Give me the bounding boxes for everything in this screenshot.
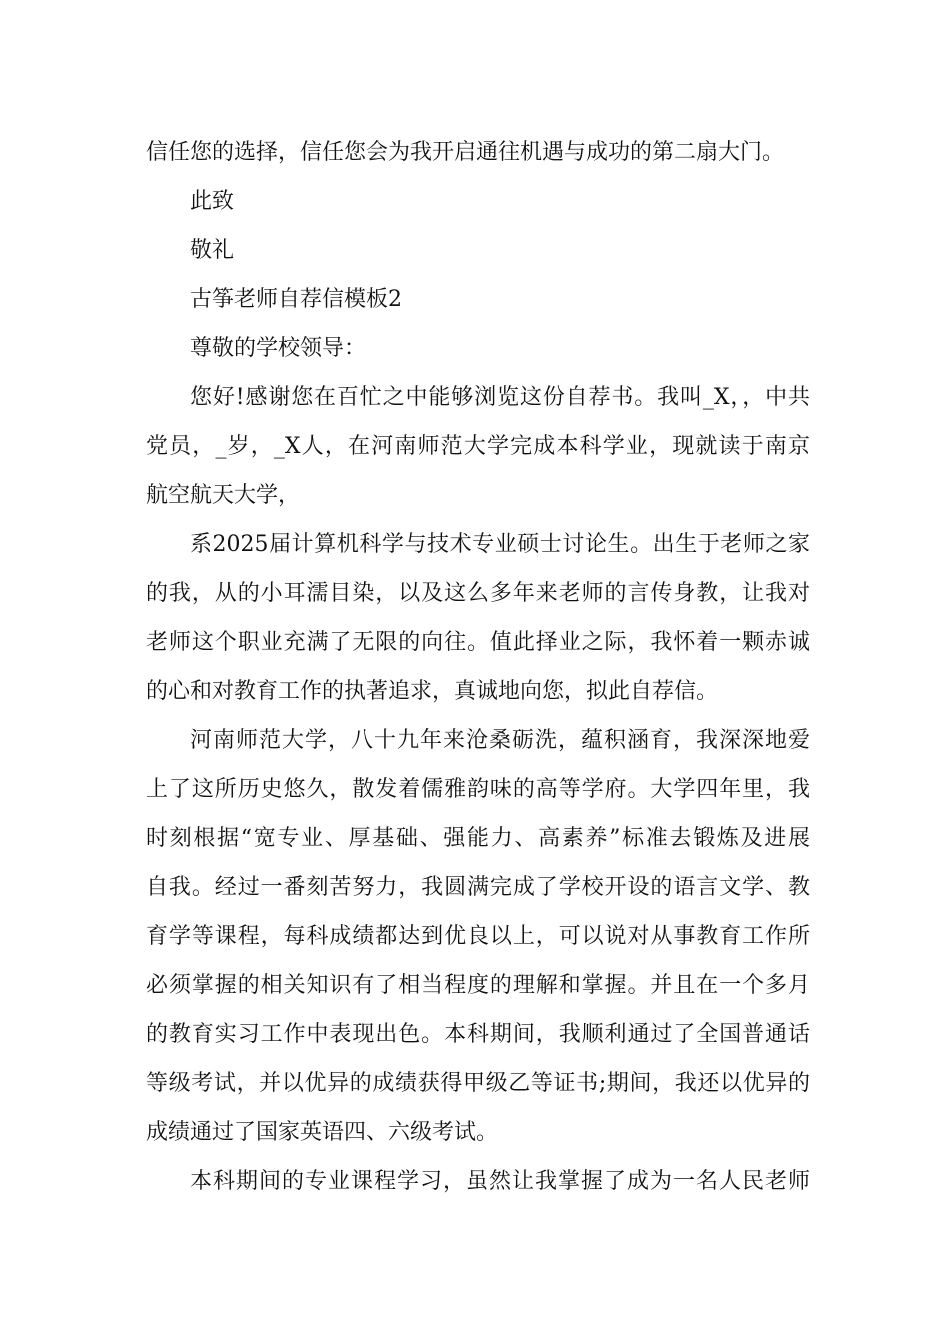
text-line: 的教育实习工作中表现出色。本科期间，我顺利通过了全国普通话 xyxy=(146,1022,810,1047)
text-line: 的我，从的小耳濡目染，以及这么多年来老师的言传身教，让我对 xyxy=(146,581,810,606)
text-line: 系2025届计算机科学与技术专业硕士讨论生。出生于老师之家 xyxy=(190,532,810,557)
text-line: 上了这所历史悠久，散发着儒雅韵味的高等学府。大学四年里，我 xyxy=(146,777,810,802)
text-line: 自我。经过一番刻苦努力，我圆满完成了学校开设的语言文学、教 xyxy=(146,875,810,900)
text-line: 此致 xyxy=(190,189,235,214)
text-line: 必须掌握的相关知识有了相当程度的理解和掌握。并且在一个多月 xyxy=(146,973,810,998)
text-line: 老师这个职业充满了无限的向往。值此择业之际，我怀着一颗赤诚 xyxy=(146,630,810,655)
text-line: 您好!感谢您在百忙之中能够浏览这份自荐书。我叫_X，，中共 xyxy=(190,385,810,410)
text-line: 本科期间的专业课程学习，虽然让我掌握了成为一名人民老师 xyxy=(190,1169,810,1194)
text-line: 尊敬的学校领导： xyxy=(190,336,367,361)
text-line: 河南师范大学，八十九年来沧桑砺洗，蕴积涵育，我深深地爱 xyxy=(190,728,810,753)
text-line: 航空航天大学， xyxy=(146,483,301,508)
text-line: 等级考试，并以优异的成绩获得甲级乙等证书;期间，我还以优异的 xyxy=(146,1071,810,1096)
text-line: 信任您的选择，信任您会为我开启通往机遇与成功的第二扇大门。 xyxy=(146,140,785,165)
text-line: 成绩通过了国家英语四、六级考试。 xyxy=(146,1120,499,1145)
text-line: 古筝老师自荐信模板2 xyxy=(190,287,402,312)
text-line: 敬礼 xyxy=(190,238,235,263)
text-line: 时刻根据“宽专业、厚基础、强能力、高素养”标准去锻炼及进展 xyxy=(146,826,810,851)
text-line: 育学等课程，每科成绩都达到优良以上，可以说对从事教育工作所 xyxy=(146,924,810,949)
text-line: 党员，_岁，_X人，在河南师范大学完成本科学业，现就读于南京 xyxy=(146,434,810,459)
text-line: 的心和对教育工作的执著追求，真诚地向您，拟此自荐信。 xyxy=(146,679,719,704)
letter-body xyxy=(146,128,810,1206)
